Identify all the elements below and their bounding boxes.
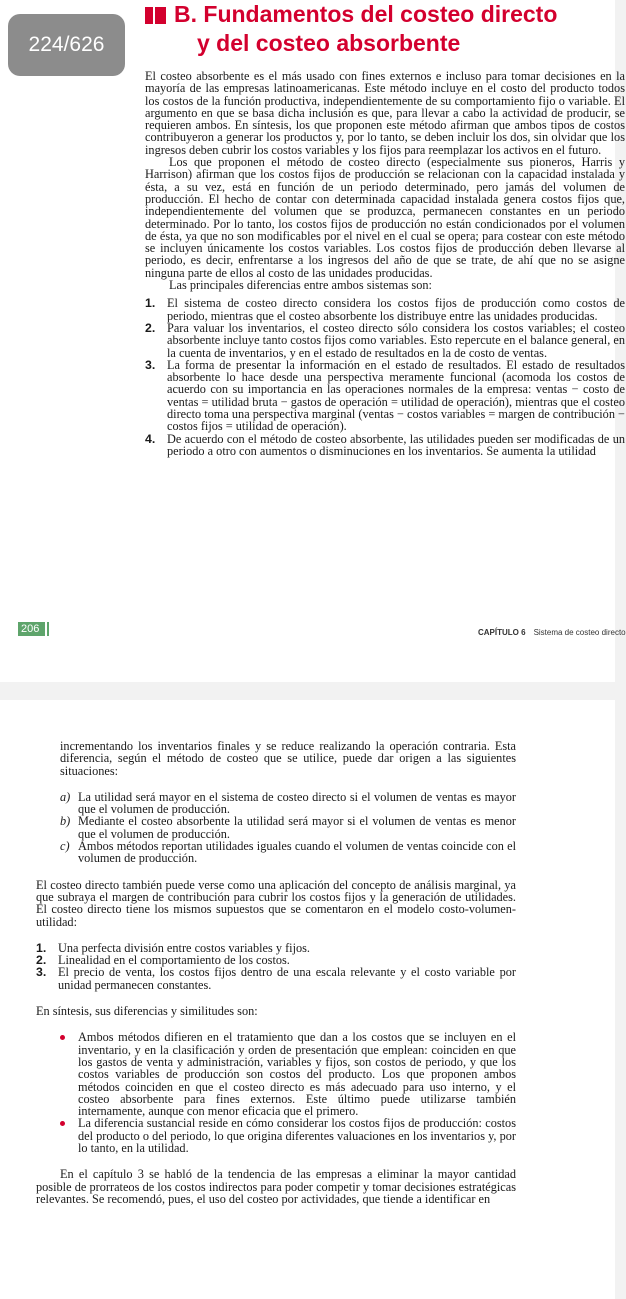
list-number: 1. bbox=[145, 296, 156, 311]
list-item-text: El precio de venta, los costos fijos dentro de una escala relevante y el costo variable por unidad permanecen constantes. bbox=[58, 965, 516, 992]
list-item-text: Mediante el costeo absorbente la utilidad será mayor si el volumen de ventas es menor que el volumen de producción. bbox=[78, 814, 516, 841]
running-header bbox=[478, 628, 626, 637]
heading-line-1: B. Fundamentos del costeo directo bbox=[174, 1, 558, 27]
list-item-text: Ambos métodos difieren en el tratamiento que dan a los costos que se incluyen en el inventario, y en la clasificación y orden de presentación que emplean: coinciden en que los gastos de venta y administración, variables y fijos, son costos de periodo, y que los costos variables de producción son costos del producto. Los que proponen ambos métodos coinciden en que el costeo directo es más adecuado para uso interno, y el costeo absorbente para fines externos. Este último puede utilizarse también internamente, aunque con menor eficacia que el primero. bbox=[78, 1030, 516, 1119]
list-number: 3. bbox=[145, 357, 156, 372]
paragraph: En el capítulo 3 se habló de la tendencia de las empresas a eliminar la mayor cantidad posible de prorrateos de los costos indirectos para poder competir y tomar decisiones estratégicas relevantes. Se recomendó, pues, el uso del costeo por actividades, que tiende a identificar en bbox=[36, 1167, 516, 1206]
page-indicator-badge[interactable]: 224/626 bbox=[8, 14, 125, 76]
page-number: 206 bbox=[18, 622, 45, 636]
paragraph: Las principales diferencias entre ambos sistemas son: bbox=[169, 278, 432, 293]
heading-line-2: y del costeo absorbente bbox=[197, 30, 461, 56]
list-item-text: La utilidad será mayor en el sistema de costeo directo si el volumen de ventas es mayor que el volumen de producción. bbox=[78, 789, 516, 817]
page-cut-mask bbox=[36, 1290, 516, 1299]
situations-list bbox=[36, 791, 516, 865]
list-number: 3. bbox=[36, 965, 47, 980]
list-item-text: Linealidad en el comportamiento de los costos. bbox=[58, 953, 290, 968]
paragraph: El costeo directo también puede verse como una aplicación del concepto de análisis marginal, ya que subraya el margen de contribución para cubrir los costos fijos y la generación de utilidades. El costeo directo tiene los mismos supuestos que se comentaron en el modelo costo-volumen-utilidad: bbox=[36, 877, 516, 929]
list-item bbox=[36, 1031, 516, 1117]
running-header-chapter: CAPÍTULO 6 bbox=[478, 628, 526, 637]
list-number: 4. bbox=[145, 431, 156, 446]
list-item bbox=[145, 322, 625, 359]
similarities-list bbox=[36, 1031, 516, 1154]
page-2-body bbox=[36, 740, 516, 1205]
differences-list bbox=[145, 297, 625, 457]
list-number: 2. bbox=[145, 320, 156, 335]
list-item-text: Ambos métodos reportan utilidades iguales cuando el volumen de ventas coincide con el volumen de producción. bbox=[78, 839, 516, 866]
paragraph: Los que proponen el método de costeo directo (especialmente sus pioneros, Harris y Harrison) afirman que los costos fijos de producción se relacionan con la capacidad instalada y ésta, a su vez, está en función de un periodo determinado, pero jamás del volumen de producción. El hecho de contar con determinada capacidad instalada genera costos fijos que, independientemente del volumen que se produzca, permanecen constantes en un periodo determinado. Por lo tanto, los costos fijos de producción no están condicionados por el volumen de ésta, ya que no son modificables por el nivel en el cual se opera; para costear con este método se incluyen únicamente los costos variables. Los costos fijos de producción deben llevarse al periodo, es decir, enfrentarse a los ingresos del año de que se trate, de ahí que no se asigne ninguna parte de ellos al costo de las unidades producidas. bbox=[145, 155, 625, 280]
section-heading bbox=[145, 0, 557, 58]
bullet-icon bbox=[60, 1035, 65, 1040]
list-number: 2. bbox=[36, 953, 47, 968]
list-item bbox=[36, 791, 516, 816]
list-letter: b) bbox=[60, 814, 71, 829]
list-item bbox=[145, 359, 625, 433]
page-207 bbox=[0, 700, 615, 1299]
list-item bbox=[36, 1117, 516, 1154]
paragraph: incrementando los inventarios finales y se reduce realizando la operación contraria. Esta diferencia, según el método de costeo que se utilice, puede dar origen a las siguientes situaciones: bbox=[60, 739, 516, 778]
bullet-icon bbox=[60, 1121, 65, 1126]
list-item-text: Una perfecta división entre costos variables y fijos. bbox=[58, 940, 311, 955]
list-item-text: La forma de presentar la información en el estado de resultados. El estado de resultados absorbente lo hace desde una perspectiva meramente funcional (acomoda los costos de acuerdo con su importancia en las operaciones normales de la empresa: ventas − costo de ventas = utilidad bruta − gastos de operación = utilidad de operación), mientras que el costeo directo toma una perspectiva marginal (ventas − costos variables = margen de contribución − costos fijos = utilidad de operación). bbox=[167, 357, 625, 434]
heading-marker-icon bbox=[145, 7, 153, 24]
heading-marker-icon bbox=[155, 7, 166, 24]
list-item-text: Para valuar los inventarios, el costeo directo sólo considera los costos variables; el costeo absorbente incluye tanto costos fijos como variables. Esto repercute en el balance general, en la cuenta de inventarios, y en el estado de resultados en la de costo de ventas. bbox=[167, 320, 625, 360]
list-item bbox=[145, 433, 625, 458]
list-item bbox=[36, 840, 516, 865]
list-item-text: De acuerdo con el método de costeo absorbente, las utilidades pueden ser modificadas de un periodo a otro con aumentos o disminuciones en los inventarios. Se aumenta la utilidad bbox=[167, 431, 625, 458]
page-1-body bbox=[145, 70, 625, 457]
list-letter: a) bbox=[60, 789, 71, 804]
list-item-text: El sistema de costeo directo considera los costos fijos de producción como costos de periodo, mientras que el costeo absorbente los distribuye entre las unidades producidas. bbox=[167, 296, 625, 323]
assumptions-list bbox=[36, 942, 516, 991]
list-item bbox=[36, 966, 516, 991]
paragraph: En síntesis, sus diferencias y similitudes son: bbox=[36, 1004, 258, 1019]
list-number: 1. bbox=[36, 940, 47, 955]
paragraph: El costeo absorbente es el más usado con fines externos e incluso para tomar decisiones en la mayoría de las empresas latinoamericanas. Este método incluye en el costo del producto todos los costos de la función productiva, independientemente de su comportamiento fijo o variable. El argumento en que se basa dicha inclusión es que, para llevar a cabo la actividad de producir, se requieren ambos. En síntesis, los que proponen este método afirman que ambos tipos de costos contribuyeron a generar los productos y, por lo tanto, se deben incluir los dos, sin olvidar que los ingresos deben cubrir los costos variables y los fijos para reemplazar los activos en el futuro. bbox=[145, 69, 625, 157]
list-item bbox=[145, 297, 625, 322]
list-item-text: La diferencia sustancial reside en cómo considerar los costos fijos de producción: costos del producto o del periodo, lo que origina diferentes valuaciones en los inventarios y, por lo tanto, en la utilidad. bbox=[78, 1116, 516, 1156]
list-letter: c) bbox=[60, 839, 70, 854]
running-header-title: Sistema de costeo directo bbox=[533, 628, 626, 637]
list-item bbox=[36, 815, 516, 840]
